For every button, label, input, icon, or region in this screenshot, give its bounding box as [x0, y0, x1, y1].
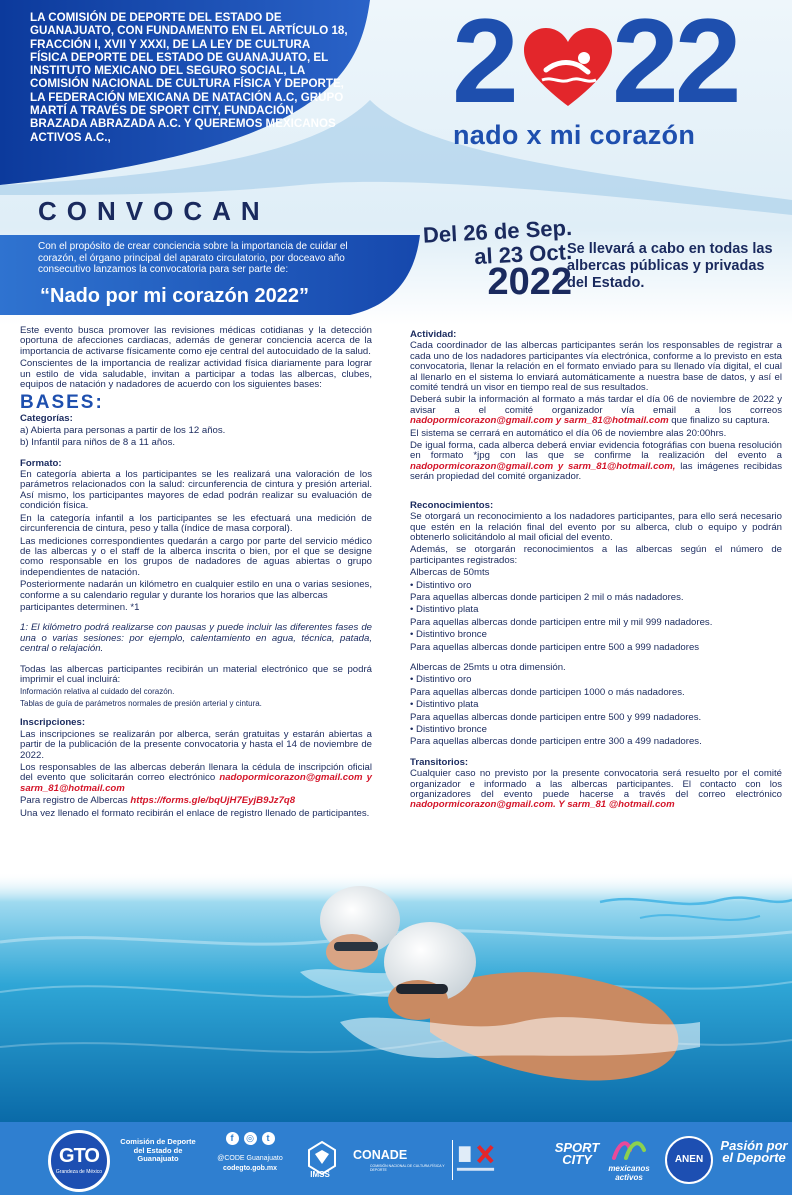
- section-title: Actividad:: [410, 329, 457, 340]
- imss-logo: IMSS: [310, 1170, 330, 1179]
- paragraph: En categoría abierta a los participantes se les realizará una valoración de los parámetros relacionados con la salud: circunferencia de cintura y presión arterial. Así mismo, los participantes mayores de edad podrán realizar su evaluación de condición física.: [20, 469, 372, 512]
- paragraph: [410, 769, 782, 811]
- header: [0, 0, 792, 325]
- social-handle[interactable]: @CODE Guanajuato: [217, 1155, 283, 1162]
- paragraph: Se otorgará un reconocimiento a los nadadores participantes, para ello será necesario que estén en la relación final del evento por su alberca, club o equipo y podrán obtenerlo solicitándolo al mail oficial del evento.: [410, 511, 782, 543]
- organizers-text: LA COMISIÓN DE DEPORTE DEL ESTADO DE GUANAJUATO, CON FUNDAMENTO EN EL ARTÍCULO 18, FRACCIÓN I, XVII Y XXXI, DE LA LEY DE CULTURA FÍSICA DEPORTE DEL ESTADO DE GUANAJUATO, EL INSTITUTO MEXICANO DEL SEGURO SOCIAL, LA COMISIÓN NACIONAL DE CULTURA FÍSICA Y DEPORTE, LA FEDERACIÓN MEXICANA DE NATACIÓN A.C, GRUPO MARTÍ A TRAVÉS DE SPORT CITY, FUNDACIÓN BRAZADA ABRAZADA A.C. Y QUEREMOS MEXICANOS ACTIVOS A.C.,: [30, 11, 348, 144]
- year-logo: [452, 0, 792, 128]
- mexicanos-activos-icon: [612, 1136, 646, 1162]
- tagline: nado x mi corazón: [453, 120, 696, 150]
- event-location: Se llevará a cabo en todas las albercas públicas y privadas del Estado.: [567, 241, 773, 291]
- paragraph: [20, 763, 372, 794]
- material-item: Tablas de guía de parámetros normales de presión arterial y cintura.: [20, 698, 262, 708]
- section-title: Categorías:: [20, 413, 73, 425]
- footer-logos: [0, 1122, 792, 1195]
- registration-form-link[interactable]: https://forms.gle/bqUjH7EyjB9Jz7q8: [130, 795, 296, 807]
- paragraph: Todas las albercas participantes recibirán un material electrónico que se podrá imprimir el cual incluirá:: [20, 663, 372, 685]
- paragraph: [410, 395, 782, 426]
- material-item: Información relativa al cuidado del corazón.: [20, 687, 175, 697]
- convocan-heading: CONVOCAN: [38, 196, 270, 226]
- sportcity-logo: SPORT CITY: [554, 1140, 600, 1167]
- badge-item: • Distintivo plata: [410, 604, 479, 616]
- website-link[interactable]: codegto.gob.mx: [222, 1165, 278, 1172]
- anen-logo: ANEN: [665, 1136, 713, 1184]
- paragraph: Además, se otorgarán reconocimientos a las albercas según el número de participantes registrados:: [410, 544, 782, 566]
- section-title: Inscripciones:: [20, 717, 86, 729]
- paragraph: Posteriormente nadarán un kilómetro en cualquier estilo en una o varias sesiones, conforme a su calendario regular y durante los horarios que las albercas: [20, 579, 372, 601]
- paragraph-text: De igual forma, cada alberca deberá enviar evidencia fotográfias con buena resolución en formato *jpg con las que se confirme la realización del evento a: [410, 440, 782, 462]
- section-title: Reconocimientos:: [410, 499, 494, 511]
- instagram-icon[interactable]: ◎: [244, 1132, 257, 1145]
- category-item: a) Abierta para personas a partir de los 12 años.: [20, 424, 226, 436]
- paragraph-text: que finalizo su captura.: [671, 415, 770, 427]
- paragraph-text: Cualquier caso no previsto por la presente convocatoria será resuelto por el comité organizador e informado a las albercas participantes. El contacto con los organizadores del evento puede hacerse a través del correo electrónico: [410, 768, 782, 801]
- contact-email-link[interactable]: nadopormicorazon@gmail.com y sarm_81@hotmail.com: [410, 415, 669, 427]
- badge-item: • Distintivo oro: [410, 579, 472, 591]
- swimmers-pool-image: [0, 872, 792, 1122]
- paragraph-text: las imágenes recibidas serán propiedad del comité organizador.: [410, 460, 782, 483]
- facebook-icon[interactable]: f: [226, 1132, 239, 1145]
- footnote: 1: El kilómetro podrá realizarse con pausas y puede incluir las diferentes fases de una o varias sesiones: por ejemplo, calentamiento en agua, técnica, patada, central o relajación.: [20, 622, 372, 655]
- year-digit: 2: [452, 0, 515, 128]
- heart-swimmer-icon: [524, 28, 612, 108]
- badge-item: • Distintivo bronce: [410, 724, 487, 735]
- paragraph-text: Los responsables de las albercas deberán llenara la cédula de inscripción oficial del evento que solicitarán correo electrónico: [20, 762, 372, 784]
- date-year: 2022: [487, 261, 572, 303]
- badge-desc: Para aquellas albercas donde participen entre 500 y 999 nadadores.: [410, 711, 702, 723]
- gto-logo-text: GTO: [59, 1145, 99, 1167]
- paragraph: Las mediciones correspondientes quedarán a cargo por parte del servicio médico de las albercas y o el staff de la alberca inscrita o bien, por el que se designe como responsable en los grupos de nadadores de aguas abiertas o grupo independientes de natación.: [20, 535, 372, 578]
- gto-logo-subtitle: Grandeza de México: [55, 1169, 103, 1175]
- twitter-icon[interactable]: t: [262, 1132, 275, 1145]
- date-start: Del 26 de Sep.: [422, 215, 573, 248]
- intro-text: Con el propósito de crear conciencia sobre la importancia de cuidar el corazón, el órgano principal del aparato circulatorio, por doceavo año consecutivo lanzamos la convocatoria para ser parte de:: [38, 241, 348, 276]
- paragraph: El sistema se cerrará en automático el día 06 de noviembre alas 20:00hrs.: [410, 427, 727, 439]
- section-title: Formato:: [20, 457, 62, 469]
- conade-logo: CONADE: [353, 1148, 408, 1162]
- category-item: b) Infantil para niños de 8 a 11 años.: [20, 437, 176, 449]
- year-digits-end: 22: [612, 0, 738, 128]
- paragraph: Cada coordinador de las albercas participantes serán los responsables de registrar a cada uno de los nadadores participantes vía electrónica, conforme a lo previsto en esta convocatoria, llenar la relación en el formato enviado para su llenado vía digital, el cual al llenarlo en el sistema lo enviará automáticamente a nuestra base de datos, y así el comité tendrá un visor en tiempo real de sus resultados.: [410, 340, 782, 394]
- event-title: “Nado por mi corazón 2022”: [40, 285, 309, 307]
- contact-email-link[interactable]: nadopormicorazon@gmail.com y sarm_81@hotmail.com,: [410, 460, 676, 472]
- pool-size-title: Albercas de 50mts: [410, 567, 490, 579]
- paragraph: [20, 796, 372, 806]
- paragraph: Conscientes de la importancia de realizar actividad física diariamente para lograr un estilo de vida saludable, invitan a participar a todas las albercas, clubes, equipos de natación y nadadores de acuerdo con los siguientes bases:: [20, 358, 372, 391]
- paragraph: participantes determinen. *1: [20, 601, 140, 613]
- badge-item: • Distintivo plata: [410, 699, 479, 711]
- code-name: Comisión de Deporte del Estado de Guanajuato: [120, 1137, 196, 1163]
- pool-size-title: Albercas de 25mts u otra dimensión.: [410, 661, 566, 673]
- pasion-deporte-logo: Pasión por el Deporte: [720, 1138, 788, 1165]
- paragraph: [410, 441, 782, 483]
- date-end: al 23 Oct.: [473, 239, 573, 270]
- paragraph: Una vez llenado el formato recibirán el enlace de registro llenado de participantes.: [20, 807, 370, 819]
- social-links: [210, 1132, 290, 1172]
- badge-desc: Para aquellas albercas donde participen entre mil y mil 999 nadadores.: [410, 616, 713, 628]
- contact-email-link[interactable]: nadopormicorazon@gmail.com y sarm_81@hotmail.com: [20, 772, 373, 794]
- paragraph: En la categoría infantil a los participantes se les efectuará una medición de circunferencia de cintura, peso y talla (índice de masa corporal).: [20, 512, 372, 535]
- left-column: [20, 326, 372, 821]
- contact-email-link[interactable]: nadopormicorazon@gmail.com. Y sarm_81 @hotmail.com: [410, 799, 675, 811]
- state-emblem-icon: [452, 1140, 498, 1180]
- paragraph: Este evento busca promover las revisiones médicas cotidianas y la detección oportuna de afecciones cardiacas, además de generar conciencia acerca de la importancia de activarse físicamente como eje central del autocuidado de la salud.: [20, 325, 372, 357]
- badge-desc: Para aquellas albercas donde participen entre 300 a 499 nadadores.: [410, 736, 702, 748]
- gto-logo: [48, 1130, 110, 1192]
- paragraph-text: Para registro de Albercas: [20, 795, 128, 807]
- badge-item: • Distintivo bronce: [410, 629, 487, 641]
- event-dates: [412, 215, 572, 304]
- badge-desc: Para aquellas albercas donde participen entre 500 a 999 nadadores: [410, 641, 700, 653]
- badge-item: • Distintivo oro: [410, 674, 472, 686]
- section-title: Transitorios:: [410, 756, 469, 768]
- badge-desc: Para aquellas albercas donde participen 1000 o más nadadores.: [410, 686, 685, 698]
- bases-heading: BASES:: [20, 392, 104, 414]
- badge-desc: Para aquellas albercas donde participen 2 mil o más nadadores.: [410, 591, 684, 603]
- mexicanos-activos-logo: mexicanos activos: [608, 1164, 650, 1182]
- paragraph-text: Deberá subir la información al formato a más tardar el día 06 de noviembre de 2022 y avisar a el comité organizador vía email a los correos: [410, 394, 782, 416]
- right-column: [410, 330, 782, 813]
- conade-subtitle: COMISIÓN NACIONAL DE CULTURA FÍSICA Y DEPORTE: [370, 1164, 445, 1172]
- paragraph: Las inscripciones se realizarán por alberca, serán gratuitas y estarán abiertas a partir de la publicación de la presente convocatoria y hasta el 14 de noviembre de 2022.: [20, 728, 372, 761]
